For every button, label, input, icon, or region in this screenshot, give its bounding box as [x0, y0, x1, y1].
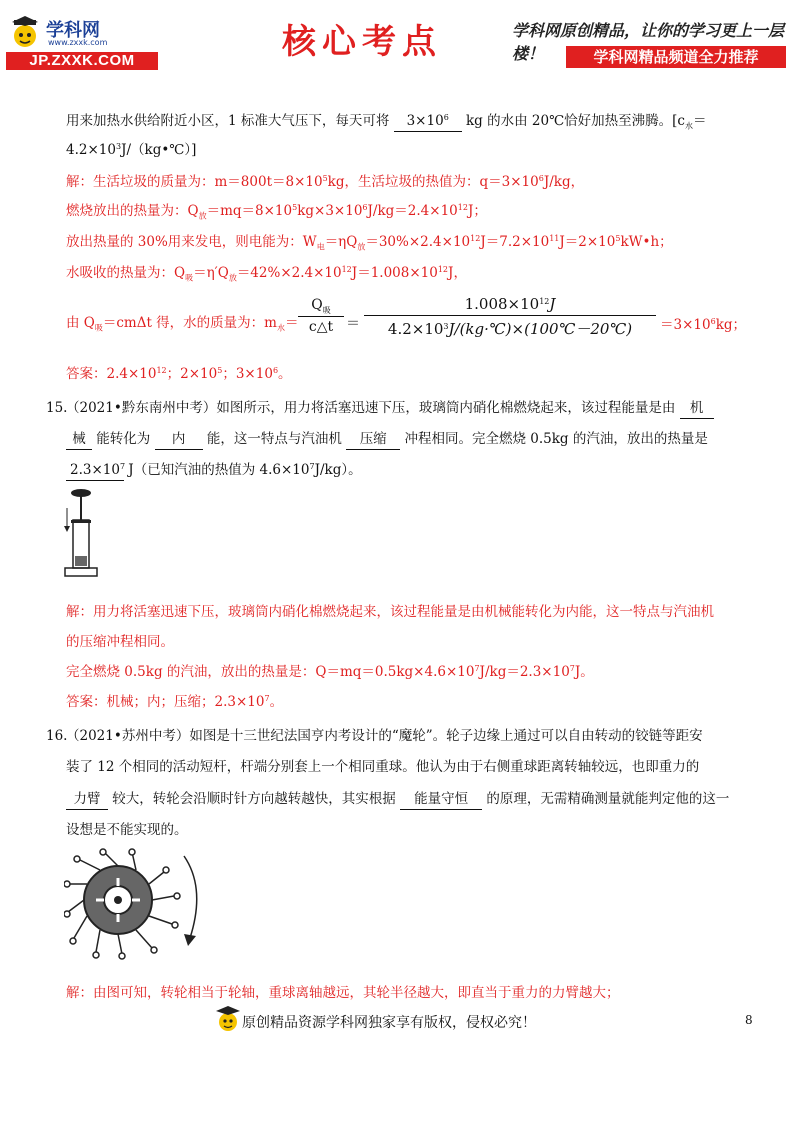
logo-name: 学科网 — [46, 20, 100, 41]
mascot-icon — [8, 16, 42, 50]
q14-solution-1: 解：生活垃圾的质量为：$m=800t=8\times 10^5kg$，生活垃圾的热值为：$q=3\times 10^6J/kg$， — [66, 174, 585, 190]
fraction-mass-formula: $Q_吸$ c△t — [298, 297, 344, 335]
fraction-equals: ＝ — [346, 316, 360, 332]
header-tag: 学科网精品频道全力推荐 — [566, 46, 786, 68]
header-title: 核心考点 — [282, 22, 442, 62]
q15-solution-1: 解：用力将活塞迅速下压，玻璃筒内硝化棉燃烧起来，该过程能量是由机械能转化为内能，这一特点与汽油机 — [66, 604, 714, 620]
magic-wheel-figure — [64, 848, 214, 960]
q16-number: 16. — [46, 728, 68, 744]
q14-solution-5: 由 $Q_吸=cm\Delta t$ 得，水的质量为：$m_水=$ — [66, 315, 299, 333]
q16-line1: （2021•苏州中考）如图是十三世纪法国亨内考设计的“魔轮”。轮子边缘上通过可以自由转动的铰链等距安 — [66, 728, 703, 744]
footer-copyright: 原创精品资源学科网独家享有版权，侵权必究！ — [242, 1015, 536, 1031]
header-slogan: 学科网原创精品，让你的学习更上一层楼！ — [512, 21, 785, 63]
q15-line2: 械 能转化为 内 能，这一特点与汽油机 压缩 冲程相同。完全燃烧 0.5kg 的汽油，放出的热量是 — [66, 429, 708, 450]
logo — [6, 14, 158, 72]
q16-line2: 装了 12 个相同的活动短杆，杆端分别套上一个相同重球。他认为由于右侧重球距离转轴较远，也即重力的 — [66, 759, 700, 775]
q15-answer: 答案：机械；内；压缩；$2.3\times 10^7$。 — [66, 694, 284, 710]
q14-line2: $4.2\times 10^3J/(kg•℃)$] — [66, 142, 197, 158]
q14-line1: 用来加热水供给附近小区，1 标准大气压下，每天可将 $3\times 10^6$ kg 的水由 20℃恰好加热至沸腾。[$c_水=$ — [66, 113, 707, 131]
q14-solution-3: 放出热量的 30%用来发电，则电能为：$W_电=\eta Q_放=30\%\times 2.4\times 10^{12}J=7.2\times 10^{11}J=2\times 10^5kW•h$； — [66, 234, 673, 252]
q15-solution-3: 完全燃烧 0.5kg 的汽油，放出的热量是：$Q=mq=0.5kg\times 4.6\times 10^7J/kg=2.3\times 10^7J$。 — [66, 664, 594, 680]
fraction-mass-values: $\frac{1.008\times 10^{12}J}{4.2\times 10^3J/(kg\cdot℃)\times(100℃-20℃)}$ — [364, 295, 656, 339]
q16-solution-1: 解：由图可知，转轮相当于轮轴，重球离轴越远，其轮半径越大，即直当于重力的力臂越大； — [66, 985, 620, 1001]
footer-mascot-icon — [214, 1004, 242, 1034]
q14-answer: 答案：$2.4\times 10^{12}$；$2\times 10^5$；$3\times 10^6$。 — [66, 366, 292, 382]
logo-url[interactable]: JP.ZXXK.COM — [6, 52, 158, 70]
q14-solution-2: 燃烧放出的热量为：$Q_放=mq=8\times 10^5kg\times 3\times 10^6J/kg=2.4\times 10^{12}J$； — [66, 203, 487, 221]
page-number: 8 — [745, 1013, 753, 1027]
q16-line4: 设想是不能实现的。 — [66, 822, 188, 838]
q15-solution-2: 的压缩冲程相同。 — [66, 634, 174, 650]
q14-solution-4: 水吸收的热量为：$Q_吸=\eta'Q_放=42\%\times 2.4\times 10^{12}J=1.008\times 10^{12}J$， — [66, 265, 467, 283]
piston-cylinder-figure — [63, 488, 99, 580]
q15-line1: （2021•黔东南州中考）如图所示，用力将活塞迅速下压，玻璃筒内硝化棉燃烧起来，该过程能量是由 机 — [66, 398, 714, 419]
logo-subtitle: www.zxxk.com — [48, 38, 108, 47]
q15-number: 15. — [46, 400, 68, 416]
q16-line3: 力臂 较大，转轮会沿顺时针方向越转越快，其实根据 能量守恒 的原理，无需精确测量就能判定他的这一 — [66, 789, 729, 810]
q14-mass-result: $=3\times 10^6kg$； — [660, 317, 747, 333]
q15-line3: $2.3\times 10^7$ J（已知汽油的热值为 $4.6\times 10^7J/kg$）。 — [66, 460, 362, 481]
